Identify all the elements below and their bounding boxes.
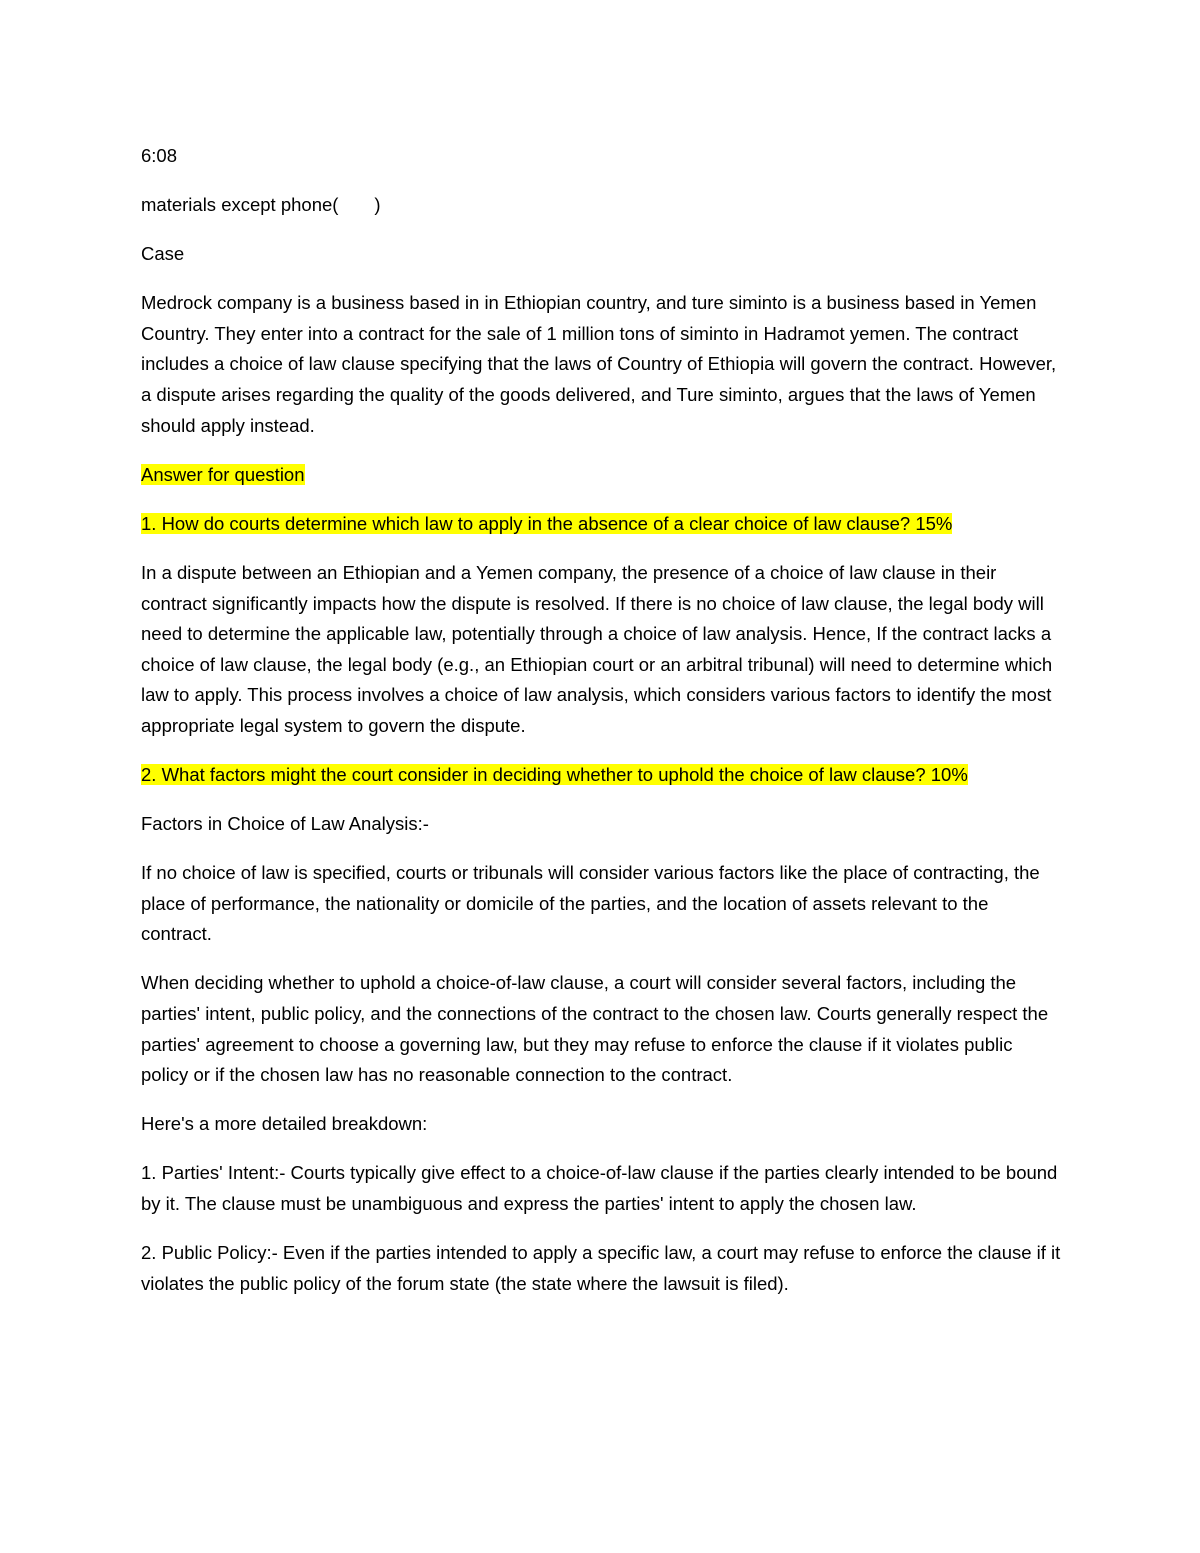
point-1-paragraph: 1. Parties' Intent:- Courts typically give effect to a choice-of-law clause if the parties clearly intended to be bound by it. The clause must be unambiguous and express the parties' intent to apply the chosen law. <box>141 1162 1058 1215</box>
document-body <box>141 141 1061 1318</box>
case-paragraph: Medrock company is a business based in in Ethiopian country, and ture siminto is a business based in Yemen Country. They enter into a contract for the sale of 1 million tons of siminto in Hadramot yemen. The contract includes a choice of law clause specifying that the laws of Country of Ethiopia will govern the contract. However, a dispute arises regarding the quality of the goods delivered, and Ture siminto, argues that the laws of Yemen should apply instead. <box>141 292 1057 436</box>
answer-heading-text: Answer for question <box>141 463 305 485</box>
breakdown-intro: Here's a more detailed breakdown: <box>141 1113 428 1135</box>
question-1 <box>141 509 1061 540</box>
case-heading: Case <box>141 243 185 265</box>
point-2-paragraph: 2. Public Policy:- Even if the parties intended to apply a specific law, a court may refuse to enforce the clause if it violates the public policy of the forum state (the state where the lawsuit is filed). <box>141 1242 1061 1294</box>
factors-paragraph-1: If no choice of law is specified, courts or tribunals will consider various factors like the place of contracting, the place of performance, the nationality or domicile of the parties, and the location of assets relevant to the contract. <box>141 862 1040 945</box>
question-1-text: 1. How do courts determine which law to apply in the absence of a clear choice of law clause? 15% <box>141 512 953 534</box>
materials-line: materials except phone( ) <box>141 194 381 216</box>
question-2-text: 2. What factors might the court consider in deciding whether to uphold the choice of law clause? 10% <box>141 764 968 785</box>
answer-1-paragraph: In a dispute between an Ethiopian and a Yemen company, the presence of a choice of law clause in their contract significantly impacts how the dispute is resolved. If there is no choice of law clause, the legal body will need to determine the applicable law, potentially through a choice of law analysis. Hence, If the contract lacks a choice of law clause, the legal body (e.g., an Ethiopian court or an arbitral tribunal) will need to determine which law to apply. This process involves a choice of law analysis, which considers various factors to identify the most appropriate legal system to govern the dispute. <box>141 561 1053 736</box>
factors-paragraph-2: When deciding whether to uphold a choice-of-law clause, a court will consider several factors, including the parties' intent, public policy, and the connections of the contract to the chosen law. Courts generally respect the parties' agreement to choose a governing law, but they may refuse to enforce the clause if it violates public policy or if the chosen law has no reasonable connection to the contract. <box>141 972 1049 1086</box>
question-2 <box>141 760 1061 791</box>
time-line: 6:08 <box>141 145 178 166</box>
factors-heading: Factors in Choice of Law Analysis:- <box>141 813 429 835</box>
answer-heading <box>141 460 1061 491</box>
